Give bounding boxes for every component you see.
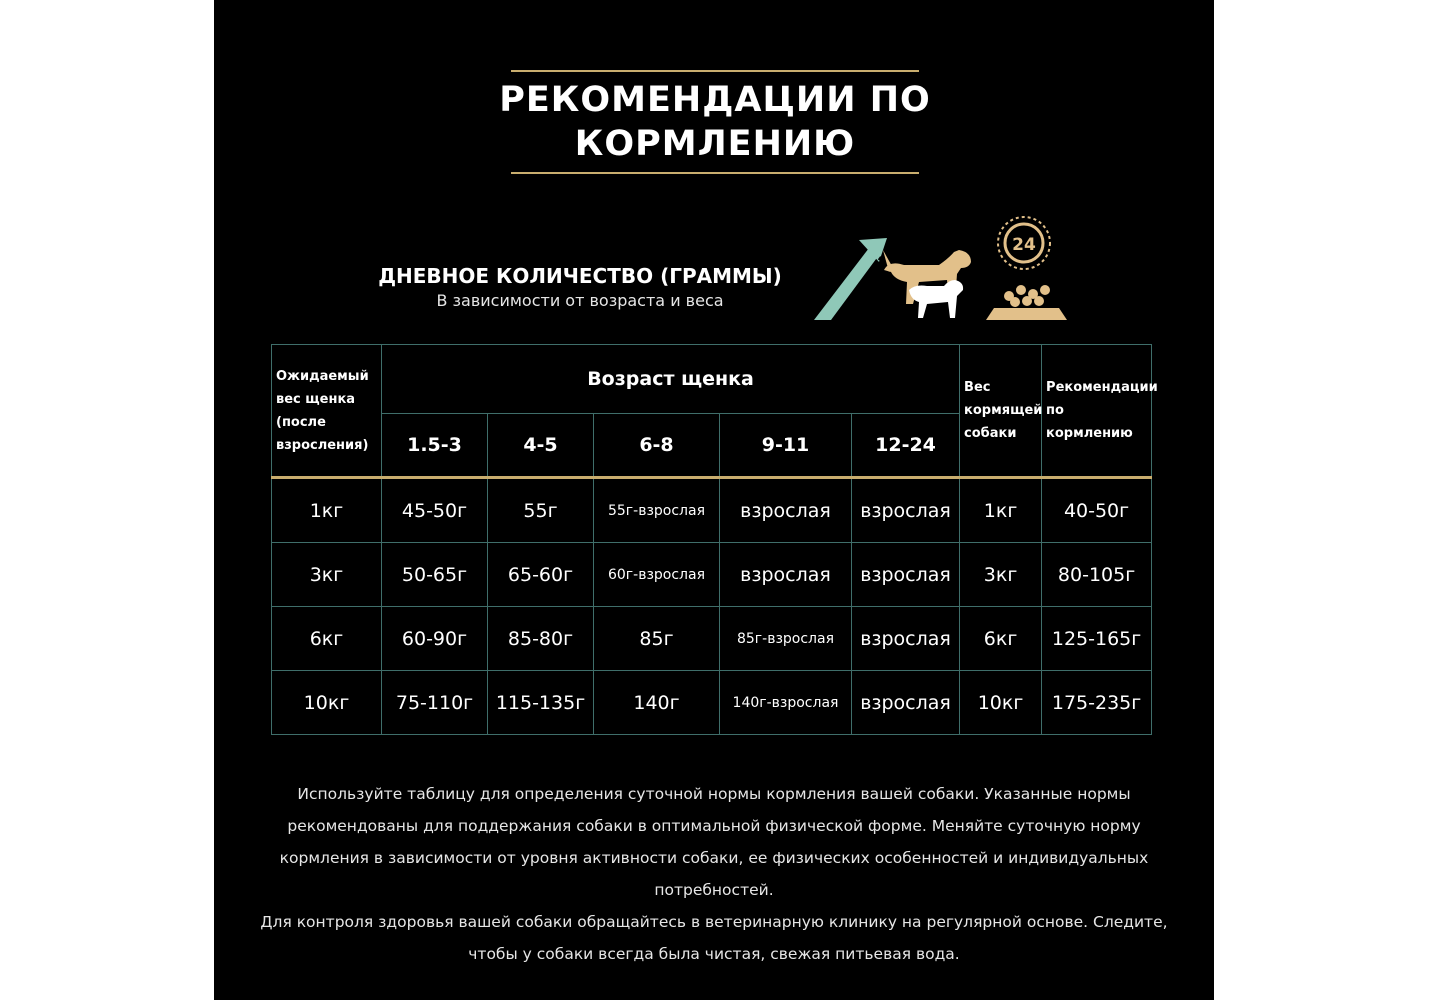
mother-weight-cell: 3кг [960,543,1042,607]
amount-cell: 115-135г [488,671,594,735]
age-col: 12-24 [852,414,960,478]
amount-cell: 55г-взрослая [594,478,720,543]
table-row [272,607,1152,671]
amount-cell: 60г-взрослая [594,543,720,607]
age-col: 1.5-3 [382,414,488,478]
amount-cell: 140г-взрослая [720,671,852,735]
feeding-notes [254,778,1174,970]
amount-cell: 85г-взрослая [720,607,852,671]
growth-arrow-icon [814,238,887,322]
food-bowl-icon [986,285,1067,320]
amount-cell: взрослая [852,607,960,671]
age-col: 9-11 [720,414,852,478]
amount-cell: 65-60г [488,543,594,607]
table-row [272,671,1152,735]
daily-amount-title: ДНЕВНОЕ КОЛИЧЕСТВО (ГРАММЫ) [378,264,782,288]
amount-cell: 50-65г [382,543,488,607]
amount-cell: взрослая [720,478,852,543]
amount-cell: взрослая [720,543,852,607]
weight-cell: 3кг [272,543,382,607]
amount-cell: взрослая [852,671,960,735]
table-row [272,478,1152,543]
amount-cell: 85г [594,607,720,671]
clock-label: 24 [1012,235,1036,255]
page-title [499,70,931,174]
weight-cell: 6кг [272,607,382,671]
mother-weight-cell: 1кг [960,478,1042,543]
weight-cell: 10кг [272,671,382,735]
dogs-icon [883,250,971,318]
amount-cell: взрослая [852,478,960,543]
age-col: 4-5 [488,414,594,478]
mother-weight-cell: 10кг [960,671,1042,735]
mother-weight-header: Вес кормящей собаки [960,345,1042,478]
expected-weight-header: Ожидаемый вес щенка (после взросления) [272,345,382,478]
age-col: 6-8 [594,414,720,478]
amount-cell: 45-50г [382,478,488,543]
amount-cell: 60-90г [382,607,488,671]
recommendation-cell: 80-105г [1042,543,1152,607]
weight-cell: 1кг [272,478,382,543]
mother-weight-cell: 6кг [960,607,1042,671]
table-row [272,543,1152,607]
amount-cell: 75-110г [382,671,488,735]
note-paragraph-2: Для контроля здоровья вашей собаки обращайтесь в ветеринарную клинику на регулярной основе. Следите, чтобы у собаки всегда была чистая, свежая питьевая вода. [260,913,1168,963]
recommendation-cell: 125-165г [1042,607,1152,671]
puppy-age-header: Возраст щенка [382,345,960,414]
daily-amount-heading [364,262,796,312]
recommendation-cell: 40-50г [1042,478,1152,543]
feeding-icons [809,210,1079,330]
amount-cell: взрослая [852,543,960,607]
clock-icon [998,217,1050,269]
note-paragraph-1: Используйте таблицу для определения суточной нормы кормления вашей собаки. Указанные нормы рекомендованы для поддержания собаки в оптимальной физической форме. Меняйте суточную норму кормления в зависимости от уровня активности собаки, ее физических особенностей и индивидуальных потребностей. [279,785,1149,899]
title-line-2: КОРМЛЕНИЮ [574,124,856,164]
amount-cell: 85-80г [488,607,594,671]
title-line-1: РЕКОМЕНДАЦИИ ПО [499,80,931,120]
recommendation-header: Рекомендации по кормлению [1042,345,1152,478]
feeding-panel [214,0,1214,1000]
daily-amount-subtitle: В зависимости от возраста и веса [436,291,724,310]
feeding-table [271,344,1158,735]
amount-cell: 140г [594,671,720,735]
amount-cell: 55г [488,478,594,543]
recommendation-cell: 175-235г [1042,671,1152,735]
